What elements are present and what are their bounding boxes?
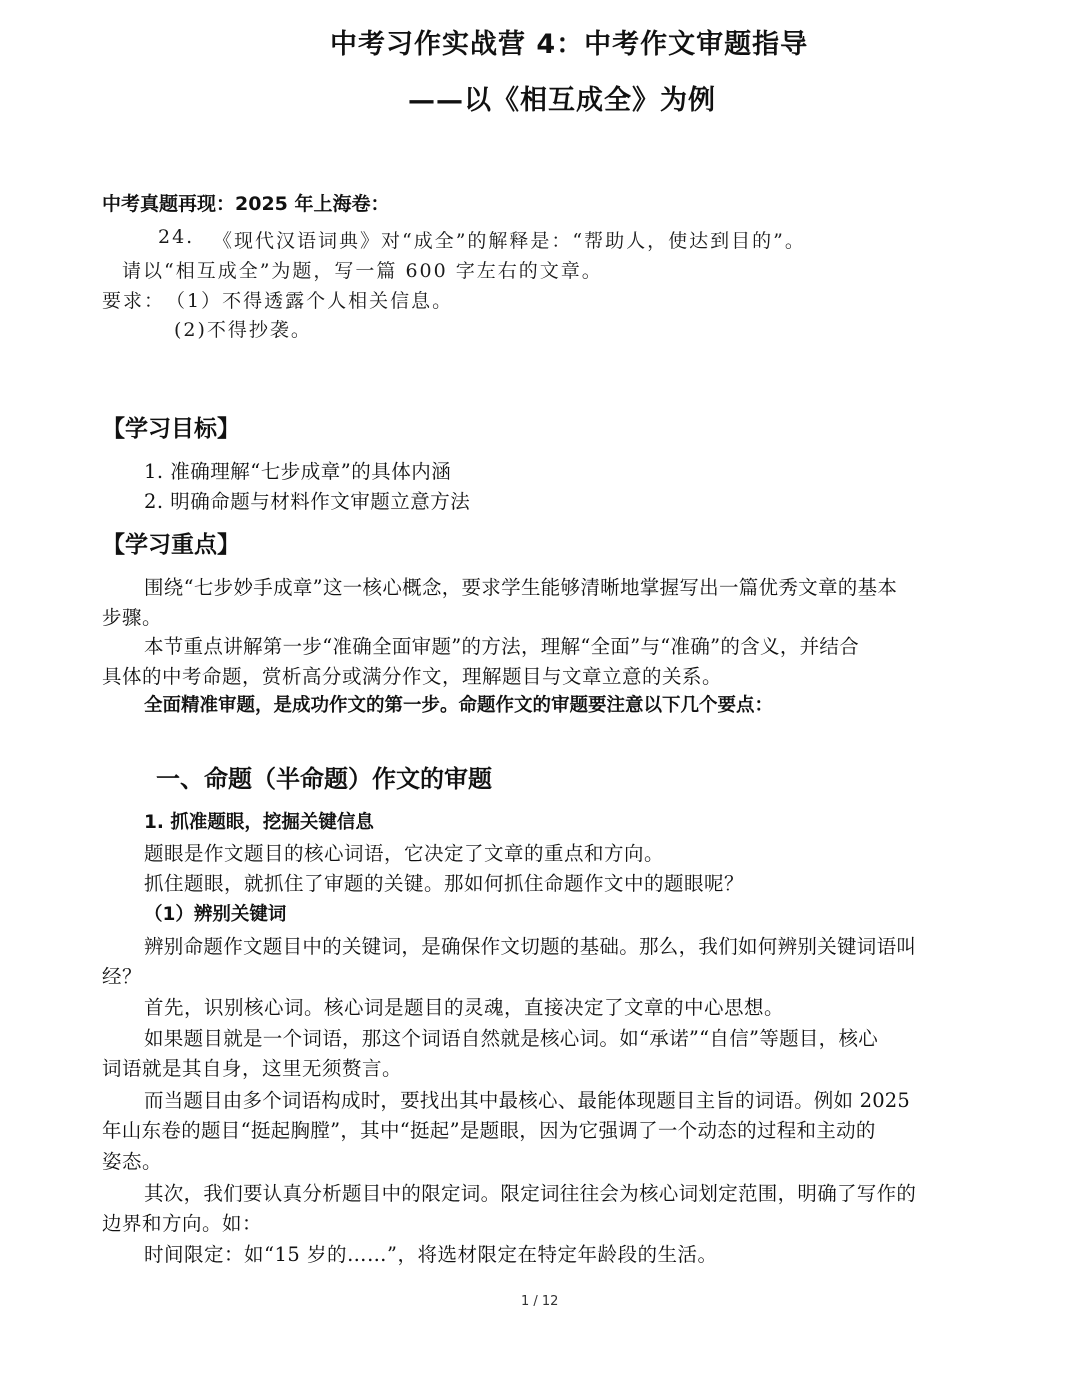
focus-paragraph-2-line-1: 本节重点讲解第一步“准确全面审题”的方法，理解“全面”与“准确”的含义，并结合 [144, 635, 860, 658]
section-1-line-7b: 边界和方向。如： [102, 1212, 263, 1235]
section-1-heading: 一、命题（半命题）作文的审题 [156, 765, 492, 793]
goal-item-1: 1. 准确理解“七步成章”的具体内涵 [144, 460, 452, 483]
section-1-line-7a: 其次，我们要认真分析题目中的限定词。限定词往往会为核心词划定范围，明确了写作的 [144, 1182, 917, 1205]
exam-requirement-1: （1）不得透露个人相关信息。 [166, 290, 454, 312]
focus-bold-statement: 全面精准审题，是成功作文的第一步。命题作文的审题要注意以下几个要点： [144, 695, 774, 716]
section-1-line-3b: 经？ [102, 965, 143, 988]
exam-requirement-label: 要求： [102, 290, 166, 312]
section-1-line-6c: 姿态。 [102, 1150, 163, 1173]
section-1-subheading-1a: （1）辨别关键词 [144, 904, 287, 925]
exam-heading: 中考真题再现：2025 年上海卷： [102, 193, 390, 215]
focus-heading: 【学习重点】 [102, 532, 240, 558]
focus-paragraph-1-line-2: 步骤。 [102, 606, 163, 629]
section-1-line-2: 抓住题眼，就抓住了审题的关键。那如何抓住命题作文中的题眼呢？ [144, 872, 745, 895]
section-1-line-3a: 辨别命题作文题目中的关键词，是确保作文切题的基础。那么，我们如何辨别关键词语叫 [144, 935, 917, 958]
page-number: 1 / 12 [521, 1294, 559, 1309]
exam-question-line-2: 请以“相互成全”为题，写一篇 600 字左右的文章。 [122, 260, 603, 282]
exam-question-number: 24. [158, 226, 195, 248]
section-1-line-6b: 年山东卷的题目“挺起胸膛”，其中“挺起”是题眼，因为它强调了一个动态的过程和主动的 [102, 1119, 876, 1142]
exam-question-line-1: 《现代汉语词典》对“成全”的解释是：“帮助人，使达到目的”。 [213, 230, 806, 252]
section-1-line-5b: 词语就是其自身，这里无须赘言。 [102, 1057, 403, 1080]
document-subtitle: ——以《相互成全》为例 [408, 85, 716, 116]
document-title: 中考习作实战营 4：中考作文审题指导 [330, 29, 809, 60]
section-1-line-4: 首先，识别核心词。核心词是题目的灵魂，直接决定了文章的中心思想。 [144, 996, 785, 1019]
section-1-line-5a: 如果题目就是一个词语，那这个词语自然就是核心词。如“承诺”“自信”等题目，核心 [144, 1027, 879, 1050]
section-1-line-8: 时间限定：如“15 岁的……”，将选材限定在特定年龄段的生活。 [144, 1243, 718, 1266]
focus-paragraph-1-line-1: 围绕“七步妙手成章”这一核心概念，要求学生能够清晰地掌握写出一篇优秀文章的基本 [144, 576, 898, 599]
section-1-subheading-1: 1. 抓准题眼，挖掘关键信息 [144, 812, 374, 833]
goal-item-2: 2. 明确命题与材料作文审题立意方法 [144, 490, 471, 513]
focus-paragraph-2-line-2: 具体的中考命题，赏析高分或满分作文，理解题目与文章立意的关系。 [102, 665, 723, 688]
exam-requirement-2: (2)不得抄袭。 [174, 319, 312, 341]
section-1-line-6a: 而当题目由多个词语构成时，要找出其中最核心、最能体现题目主旨的词语。例如 2025 [144, 1089, 911, 1112]
section-1-line-1: 题眼是作文题目的核心词语，它决定了文章的重点和方向。 [144, 842, 665, 865]
goals-heading: 【学习目标】 [102, 416, 240, 442]
